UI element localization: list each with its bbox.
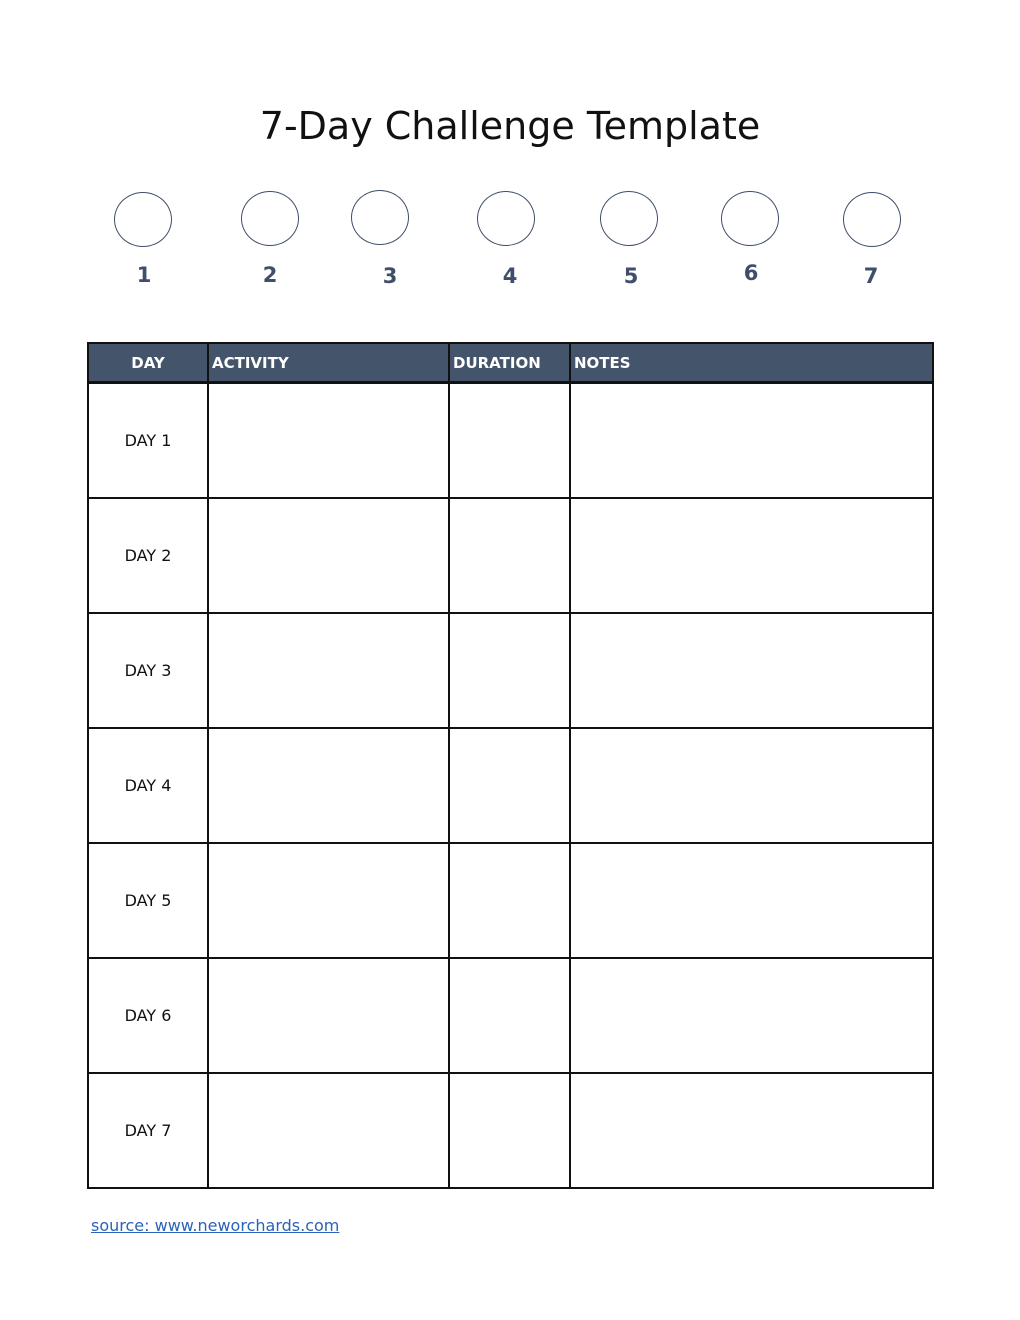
duration-cell[interactable] (449, 843, 570, 958)
activity-cell[interactable] (208, 1073, 449, 1188)
notes-cell[interactable] (570, 728, 933, 843)
page-title: 7-Day Challenge Template (259, 104, 761, 148)
notes-cell[interactable] (570, 1073, 933, 1188)
header-day: DAY (88, 343, 208, 383)
day-tracker (0, 0, 1020, 320)
table-row (88, 958, 933, 1073)
table-row (88, 1073, 933, 1188)
tracker-circle-5[interactable] (600, 191, 658, 246)
table-row (88, 728, 933, 843)
tracker-circle-1[interactable] (114, 192, 172, 247)
table-row (88, 498, 933, 613)
header-activity: ACTIVITY (208, 343, 449, 383)
tracker-circle-4[interactable] (477, 191, 535, 246)
tracker-circle-3[interactable] (351, 190, 409, 245)
duration-cell[interactable] (449, 498, 570, 613)
day-cell: DAY 5 (88, 843, 208, 958)
day-cell: DAY 4 (88, 728, 208, 843)
notes-cell[interactable] (570, 498, 933, 613)
notes-cell[interactable] (570, 843, 933, 958)
duration-cell[interactable] (449, 958, 570, 1073)
tracker-number-5: 5 (623, 264, 639, 288)
table-row (88, 613, 933, 728)
tracker-circle-2[interactable] (241, 191, 299, 246)
activity-cell[interactable] (208, 728, 449, 843)
table-row (88, 843, 933, 958)
day-cell: DAY 3 (88, 613, 208, 728)
activity-cell[interactable] (208, 498, 449, 613)
tracker-number-2: 2 (262, 263, 278, 287)
day-cell: DAY 7 (88, 1073, 208, 1188)
notes-cell[interactable] (570, 613, 933, 728)
source-link[interactable]: source: www.neworchards.com (91, 1216, 340, 1235)
header-notes: NOTES (570, 343, 933, 383)
duration-cell[interactable] (449, 728, 570, 843)
tracker-number-6: 6 (743, 261, 759, 285)
activity-cell[interactable] (208, 843, 449, 958)
challenge-table (87, 342, 934, 1189)
duration-cell[interactable] (449, 613, 570, 728)
table-row (88, 383, 933, 499)
day-cell: DAY 6 (88, 958, 208, 1073)
header-duration: DURATION (449, 343, 570, 383)
activity-cell[interactable] (208, 613, 449, 728)
notes-cell[interactable] (570, 958, 933, 1073)
tracker-number-1: 1 (136, 263, 152, 287)
activity-cell[interactable] (208, 383, 449, 499)
duration-cell[interactable] (449, 1073, 570, 1188)
tracker-circle-6[interactable] (721, 191, 779, 246)
day-cell: DAY 2 (88, 498, 208, 613)
tracker-number-4: 4 (502, 264, 518, 288)
table-header-row (88, 343, 933, 383)
tracker-number-7: 7 (863, 264, 879, 288)
tracker-circle-7[interactable] (843, 192, 901, 247)
activity-cell[interactable] (208, 958, 449, 1073)
duration-cell[interactable] (449, 383, 570, 499)
day-cell: DAY 1 (88, 383, 208, 499)
tracker-number-3: 3 (382, 264, 398, 288)
notes-cell[interactable] (570, 383, 933, 499)
